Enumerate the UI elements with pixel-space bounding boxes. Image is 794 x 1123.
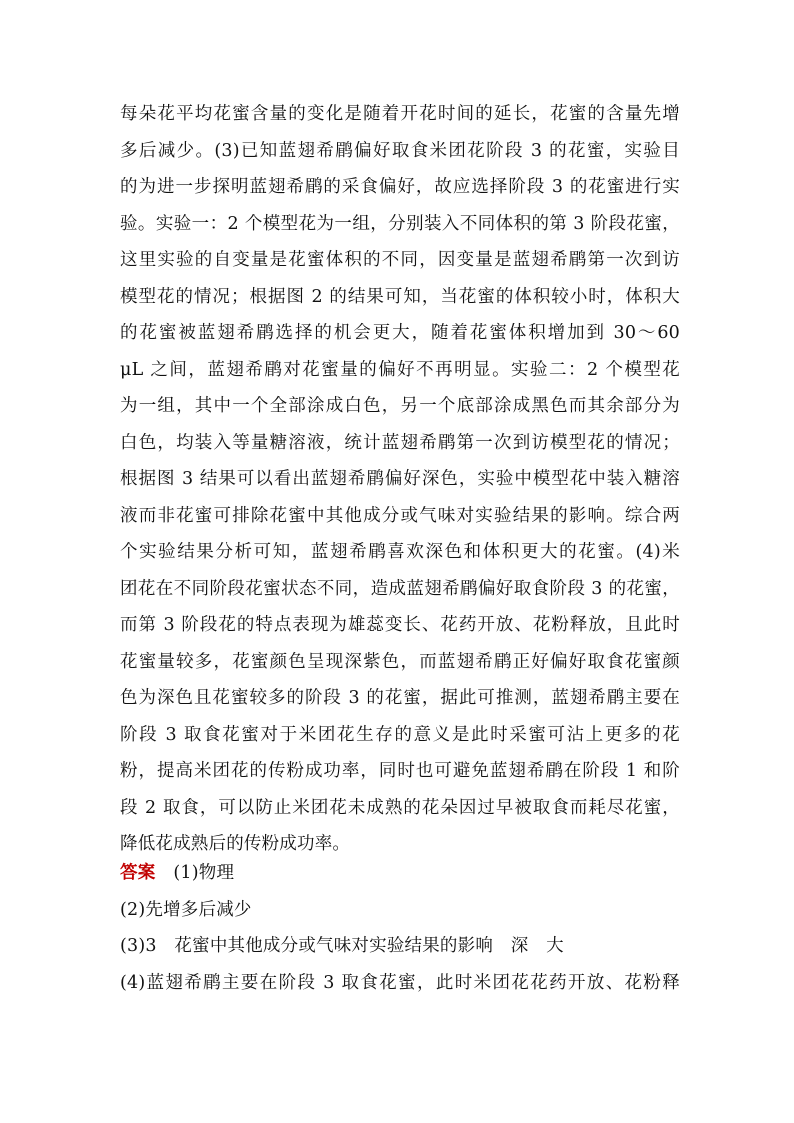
paragraph-line: 白色，均装入等量糖溶液，统计蓝翅希鹛第一次到访模型花的情况； xyxy=(120,432,680,453)
paragraph-line: 液而非花蜜可排除花蜜中其他成分或气味对实验结果的影响。综合两 xyxy=(120,505,680,526)
paragraph-line: 阶段 3 取食花蜜对于米团花生存的意义是此时采蜜可沾上更多的花 xyxy=(120,724,680,745)
paragraph-line: 多后减少。(3)已知蓝翅希鹛偏好取食米团花阶段 3 的花蜜，实验目 xyxy=(120,140,680,161)
paragraph-line: 根据图 3 结果可以看出蓝翅希鹛偏好深色，实验中模型花中装入糖溶 xyxy=(120,469,680,489)
answer-item: (2)先增多后减少 xyxy=(120,899,252,920)
paragraph-line: μL 之间，蓝翅希鹛对花蜜量的偏好不再明显。实验二：2 个模型花 xyxy=(120,359,680,380)
answer-label: 答案 xyxy=(120,863,156,883)
paragraph-line: 团花在不同阶段花蜜状态不同，造成蓝翅希鹛偏好取食阶段 3 的花蜜， xyxy=(120,578,680,599)
answer-item: (1)物理 xyxy=(173,863,235,883)
paragraph-line: 的为进一步探明蓝翅希鹛的采食偏好，故应选择阶段 3 的花蜜进行实 xyxy=(120,177,680,197)
paragraph-line: 验。实验一：2 个模型花为一组，分别装入不同体积的第 3 阶段花蜜， xyxy=(120,213,680,234)
paragraph-line: 粉，提高米团花的传粉成功率，同时也可避免蓝翅希鹛在阶段 1 和阶 xyxy=(120,761,680,781)
answer-item: (3)3 花蜜中其他成分或气味对实验结果的影响 深 大 xyxy=(120,936,564,956)
answer-item: (4)蓝翅希鹛主要在阶段 3 取食花蜜，此时米团花花药开放、花粉释 xyxy=(120,972,680,993)
paragraph-line: 每朵花平均花蜜含量的变化是随着开花时间的延长，花蜜的含量先增 xyxy=(120,104,680,124)
paragraph-line: 而第 3 阶段花的特点表现为雄蕊变长、花药开放、花粉释放，且此时 xyxy=(120,615,680,635)
paragraph-line: 模型花的情况；根据图 2 的结果可知，当花蜜的体积较小时，体积大 xyxy=(120,286,680,307)
paragraph-line: 色为深色且花蜜较多的阶段 3 的花蜜，据此可推测，蓝翅希鹛主要在 xyxy=(120,688,680,708)
paragraph-line: 花蜜量较多，花蜜颜色呈现深紫色，而蓝翅希鹛正好偏好取食花蜜颜 xyxy=(120,651,680,672)
paragraph-line: 为一组，其中一个全部涂成白色，另一个底部涂成黑色而其余部分为 xyxy=(120,396,680,416)
paragraph-line: 的花蜜被蓝翅希鹛选择的机会更大，随着花蜜体积增加到 30～60 xyxy=(120,323,680,343)
paragraph-line: 这里实验的自变量是花蜜体积的不同，因变量是蓝翅希鹛第一次到访 xyxy=(120,250,680,270)
answer-line-1 xyxy=(120,855,680,892)
answer-section xyxy=(120,855,680,1001)
paragraph-line: 个实验结果分析可知，蓝翅希鹛喜欢深色和体积更大的花蜜。(4)米 xyxy=(120,542,680,562)
explanation-paragraph xyxy=(120,96,680,863)
paragraph-line: 降低花成熟后的传粉成功率。 xyxy=(120,834,351,854)
paragraph-line: 段 2 取食，可以防止米团花未成熟的花朵因过早被取食而耗尽花蜜， xyxy=(120,797,680,818)
